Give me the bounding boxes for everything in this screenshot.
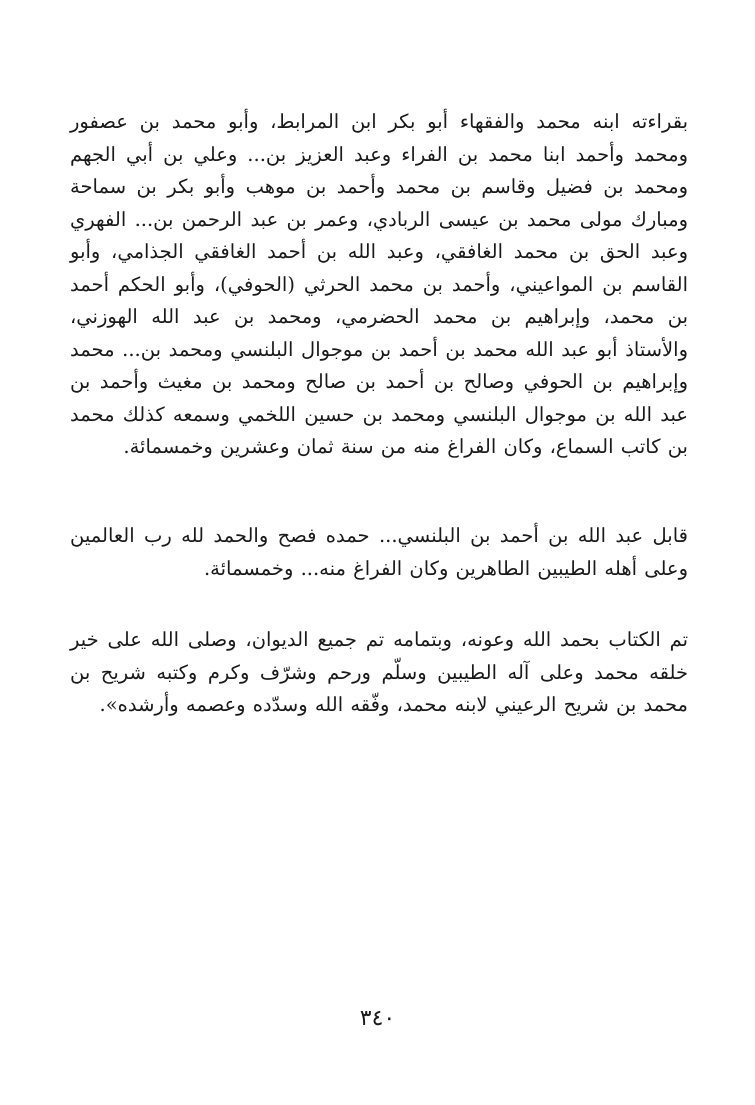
- paragraph-text: قابل عبد الله بن أحمد بن البلنسي... حمده فصح والحمد لله رب العالمين وعلى أهله الطيبين الطاهرين وكان الفراغ منه... وخمسمائة.: [70, 524, 688, 580]
- body-paragraph-3: [70, 624, 688, 722]
- paragraph-text: بقراءته ابنه محمد والفقهاء أبو بكر ابن المرابط، وأبو محمد بن عصفور ومحمد وأحمد ابنا محمد بن الفراء وعبد العزيز بن... وعلي بن أبي الجهم ومحمد بن فضيل وقاسم بن محمد وأحمد بن موهب وأبو بكر بن سماحة ومبارك مولى محمد بن عيسى الربادي، وعمر بن عبد الرحمن بن... الفهري وعبد الحق بن محمد الغافقي، وعبد الله بن أحمد الغافقي الجذامي، وأبو القاسم بن المواعيني، وأحمد بن محمد الحرثي (الحوفي)، وأبو الحكم أحمد بن محمد، وإبراهيم بن محمد الحضرمي، ومحمد بن عبد الله الهوزني، والأستاذ أبو عبد الله محمد بن أحمد بن موجوال البلنسي ومحمد بن... محمد وإبراهيم بن الحوفي وصالح بن أحمد بن صالح ومحمد بن مغيث وأحمد بن عبد الله بن موجوال البلنسي ومحمد بن حسين اللخمي وسمعه كذلك محمد بن كاتب السماع، وكان الفراغ منه من سنة ثمان وعشرين وخمسمائة.: [70, 110, 688, 458]
- paragraph-text: تم الكتاب بحمد الله وعونه، وبتمامه تم جميع الديوان، وصلى الله على خير خلقه محمد وعلى آله الطيبين وسلّم ورحم وشرّف وكرم وكتبه شريح بن محمد بن شريح الرعيني لابنه محمد، وفّقه الله وسدّده وعصمه وأرشده».: [70, 628, 688, 716]
- body-paragraph-2: [70, 520, 688, 585]
- body-paragraph-1: [70, 106, 688, 464]
- page-number: ٣٤٠: [359, 1006, 396, 1031]
